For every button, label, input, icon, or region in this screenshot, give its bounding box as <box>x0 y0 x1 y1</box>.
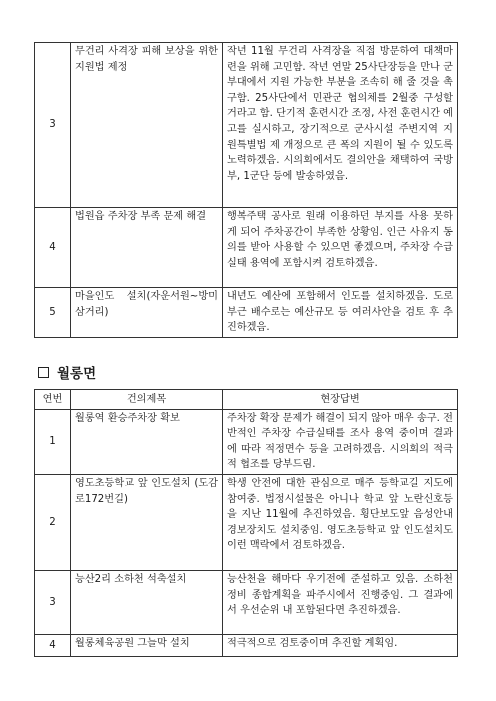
table-header-row <box>35 390 458 410</box>
row-number: 5 <box>35 288 71 338</box>
site-reply: 내년도 예산에 포함해서 인도를 설치하겠음. 도로부근 배수로는 예산규모 등 여러사안을 검토 후 추진하겠음. <box>223 288 458 338</box>
site-reply: 주차장 확장 문제가 해결이 되지 않아 매우 송구. 전반적인 주차장 수급실태를 조사 용역 중이며 결과에 따라 적정면수 등을 고려하겠음. 시의회의 적극적 협조를 당부드림. <box>223 409 458 474</box>
section-title: 월롱면 <box>57 366 97 382</box>
table-row <box>35 570 458 634</box>
row-number: 4 <box>35 208 71 288</box>
proposals-table-wollong <box>34 389 458 657</box>
header-no: 연번 <box>35 390 71 410</box>
row-number: 3 <box>35 570 71 634</box>
proposal-title: 법원읍 주차장 부족 문제 해결 <box>71 208 223 288</box>
site-reply: 작년 11월 무건리 사격장을 직접 방문하여 대책마련을 위해 고민함. 작년 연말 25사단장등을 만나 군부대에서 지원 가능한 부분을 조속히 해 줄 것을 촉구함. 25사단에서 민관군 협의체를 2월중 구성할 거라고 함. 단기적 훈련시간 조정, 사전 훈련시간 예고를 실시하고, 장기적으로 군사시설 주변지역 지원특별법 제 개정으로 큰 폭의 지원이 될 수 있도록 노력하겠음. 시의회에서도 결의안을 채택하여 국방부, 1군단 등에 발송하였음. <box>223 43 458 208</box>
proposal-title: 능산2리 소하천 석축설치 <box>71 570 223 634</box>
section-heading <box>38 362 96 382</box>
site-reply: 적극적으로 검토중이며 추진할 계획임. <box>223 634 458 656</box>
checkbox-square-icon <box>38 367 49 378</box>
header-title: 건의제목 <box>71 390 223 410</box>
site-reply: 능산천을 해마다 우기전에 준설하고 있음. 소하천 정비 종합계획을 파주시에서 진행중임. 그 결과에서 우선순위 내 포함된다면 추진하겠음. <box>223 570 458 634</box>
proposals-table-continued <box>34 42 458 338</box>
table-row <box>35 409 458 474</box>
row-number: 4 <box>35 634 71 656</box>
table-row <box>35 208 458 288</box>
proposal-title: 월롱체육공원 그늘막 설치 <box>71 634 223 656</box>
table-row <box>35 474 458 570</box>
row-number: 3 <box>35 43 71 208</box>
site-reply: 학생 안전에 대한 관심으로 매주 등학교길 지도에 참여중. 법정시설물은 아니나 학교 앞 노란신호등을 지난 11월에 추진하였음. 횡단보도앞 음성안내경보장치도 설치중임. 영도초등학교 앞 인도설치도 이런 맥락에서 검토하겠음. <box>223 474 458 570</box>
proposal-title: 마을인도 설치(자운서원~방미삼거리) <box>71 288 223 338</box>
header-reply: 현장답변 <box>223 390 458 410</box>
table-row <box>35 43 458 208</box>
table-row <box>35 288 458 338</box>
row-number: 1 <box>35 409 71 474</box>
proposal-title: 영도초등학교 앞 인도설치 (도감로172번길) <box>71 474 223 570</box>
table-row <box>35 634 458 656</box>
site-reply: 행복주택 공사로 원래 이용하던 부지를 사용 못하게 되어 주차공간이 부족한 상황임. 인근 사유지 동의를 받아 사용할 수 있으면 좋겠으며, 주차장 수급실태 용역에 포함시켜 검토하겠음. <box>223 208 458 288</box>
proposal-title: 월롱역 환승주차장 확보 <box>71 409 223 474</box>
row-number: 2 <box>35 474 71 570</box>
proposal-title: 무건리 사격장 피해 보상을 위한 지원법 제정 <box>71 43 223 208</box>
